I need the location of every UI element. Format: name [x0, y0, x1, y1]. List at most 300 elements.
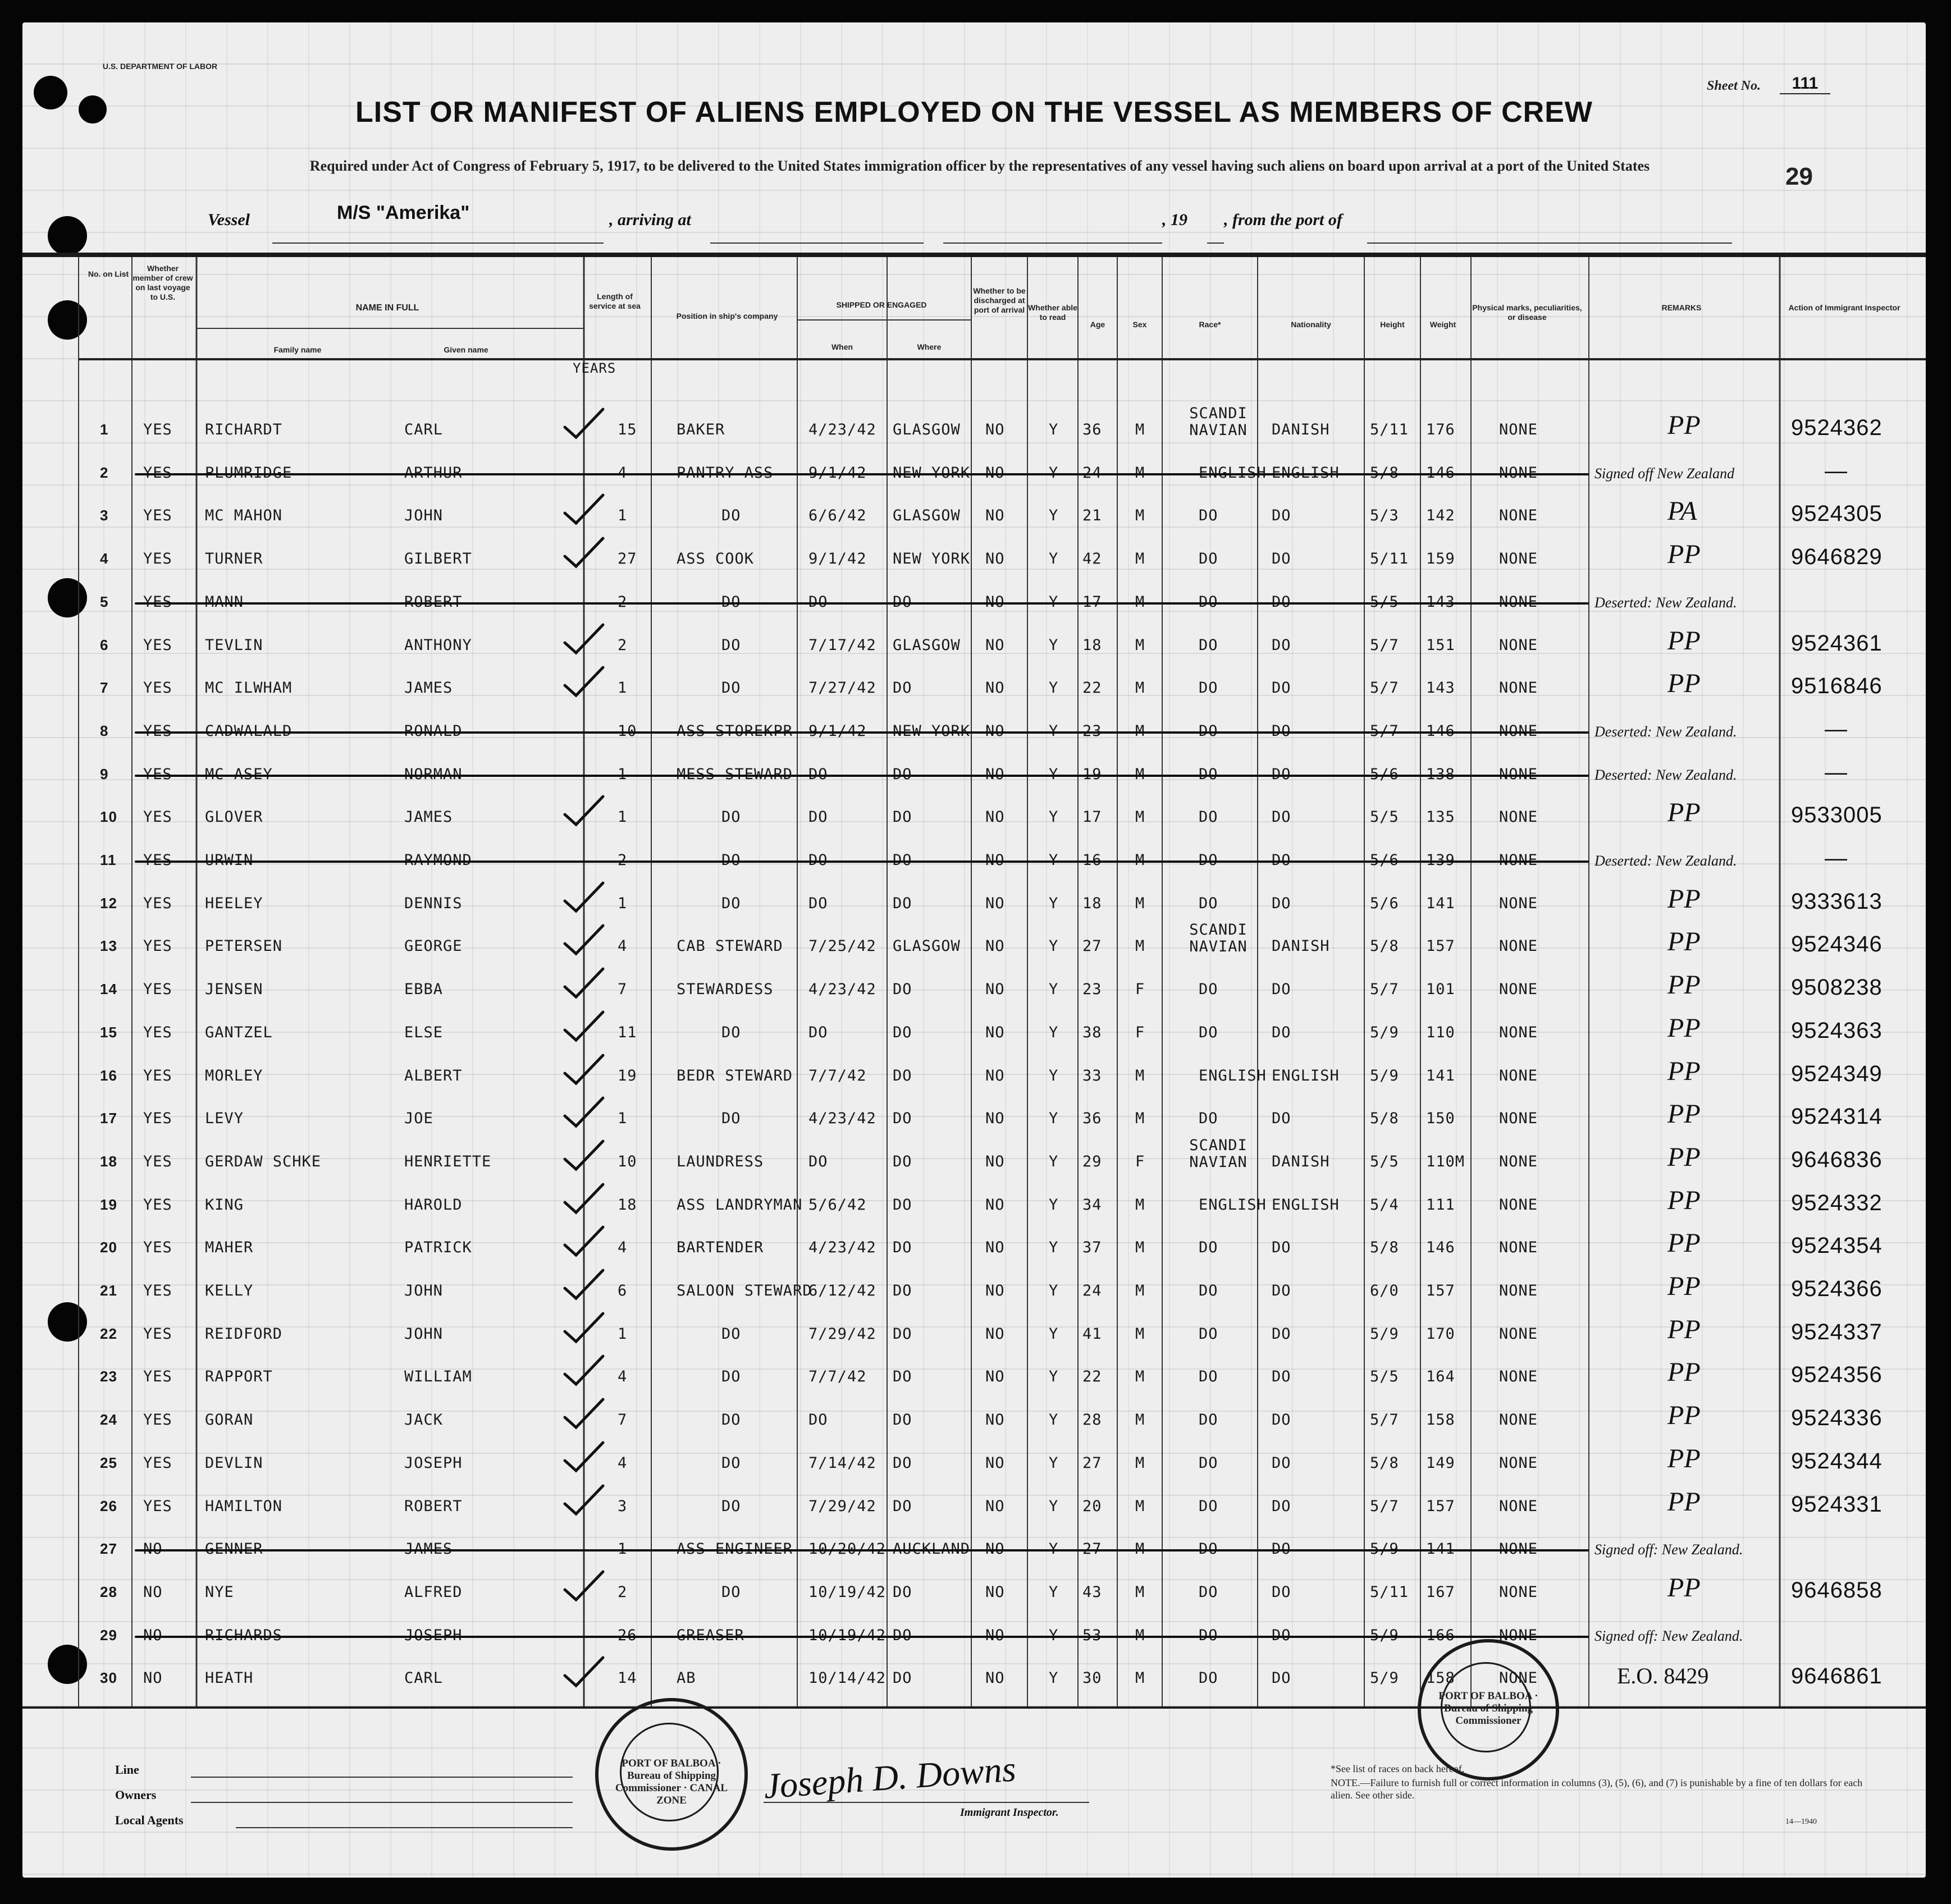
vessel-name: M/S "Amerika": [337, 202, 470, 223]
sex: M: [1135, 1368, 1145, 1386]
row-number: 9: [100, 765, 109, 782]
weight: 101: [1426, 981, 1455, 999]
given-name: ANTHONY: [404, 636, 472, 654]
nationality: DO: [1272, 1669, 1291, 1687]
stamp-left-text: PORT OF BALBOA · Bureau of Shipping Commissioner · CANAL ZONE: [615, 1757, 728, 1806]
able-to-read: Y: [1049, 937, 1059, 955]
position: STEWARDESS: [677, 981, 774, 999]
age: 36: [1082, 421, 1102, 438]
length-service: 7: [618, 1411, 628, 1429]
position: ASS LANDRYMAN: [677, 1196, 803, 1214]
sex: M: [1135, 937, 1145, 955]
checkmark-icon: [561, 1053, 606, 1087]
inspector-action: —: [1825, 846, 1848, 871]
family-name: GLOVER: [205, 808, 263, 826]
inspector-action: 9524356: [1791, 1362, 1883, 1388]
length-service: 2: [618, 636, 628, 654]
race: DO: [1199, 1325, 1218, 1343]
stamp-left: [595, 1698, 748, 1851]
checkmark-icon: [561, 407, 606, 441]
age: 34: [1082, 1196, 1102, 1214]
inspector-action: 9524362: [1791, 415, 1883, 440]
nationality: DO: [1272, 1239, 1291, 1257]
position: BARTENDER: [677, 1239, 764, 1257]
family-name: PETERSEN: [205, 937, 283, 955]
position: DO: [721, 507, 741, 525]
row-number: 1: [100, 421, 109, 438]
nationality: DO: [1272, 1368, 1291, 1386]
agents-label: Local Agents: [115, 1813, 184, 1827]
fine-note: NOTE.—Failure to furnish full or correct information in columns (3), (5), (6), and (7) is punishable by a fine of ten dollars for each alien. See other side.: [1331, 1777, 1863, 1801]
discharged: NO: [985, 1325, 1005, 1343]
race: DO: [1199, 507, 1218, 525]
remarks-entry: PP: [1667, 798, 1701, 828]
col-action: Action of Immigrant Inspector: [1788, 303, 1900, 312]
able-to-read: Y: [1049, 550, 1059, 568]
strike-line: [135, 473, 1589, 475]
height: 5/6: [1370, 894, 1399, 912]
remarks-entry: PP: [1667, 410, 1701, 440]
shipped-where: GLASGOW: [893, 507, 961, 525]
height: 5/4: [1370, 1196, 1399, 1214]
inspector-action: 9524337: [1791, 1319, 1883, 1344]
race: ENGLISH: [1199, 1067, 1267, 1084]
member-flag: YES: [143, 808, 172, 826]
able-to-read: Y: [1049, 1110, 1059, 1128]
physical-marks: NONE: [1499, 550, 1538, 568]
checkmark-icon: [561, 1139, 606, 1173]
length-service: 11: [618, 1023, 637, 1041]
remarks-entry: PP: [1667, 539, 1701, 570]
line-label: Line: [115, 1763, 139, 1777]
corner-number: 29: [1785, 163, 1813, 190]
years-label: YEARS: [573, 360, 616, 376]
length-service: 10: [618, 1152, 637, 1170]
position: DO: [721, 894, 741, 912]
row-number: 17: [100, 1110, 117, 1127]
shipped-when: 7/17/42: [808, 636, 876, 654]
family-name: JENSEN: [205, 981, 263, 999]
checkmark-icon: [561, 1397, 606, 1431]
inspector-action: —: [1825, 716, 1848, 742]
punch-hole: [48, 578, 87, 617]
given-name: JACK: [404, 1411, 444, 1429]
weight: 111: [1426, 1196, 1455, 1214]
discharged: NO: [985, 1239, 1005, 1257]
shipped-when: 6/6/42: [808, 507, 867, 525]
position: DO: [721, 1454, 741, 1472]
shipped-where: DO: [893, 1282, 912, 1299]
shipped-where: DO: [893, 1067, 912, 1084]
shipped-when: 10/14/42: [808, 1669, 887, 1687]
able-to-read: Y: [1049, 421, 1059, 438]
weight: 164: [1426, 1368, 1455, 1386]
member-flag: YES: [143, 981, 172, 999]
inspector-action: 9524305: [1791, 501, 1883, 527]
nationality: DO: [1272, 1454, 1291, 1472]
sex: M: [1135, 1454, 1145, 1472]
discharged: NO: [985, 1411, 1005, 1429]
shipped-when: 6/12/42: [808, 1282, 876, 1299]
remarks-entry: PP: [1667, 625, 1701, 656]
shipped-when: 5/6/42: [808, 1196, 867, 1214]
member-flag: NO: [143, 1583, 163, 1601]
physical-marks: NONE: [1499, 1196, 1538, 1214]
length-service: 19: [618, 1067, 637, 1084]
family-name: HAMILTON: [205, 1497, 283, 1515]
row-number: 18: [100, 1152, 117, 1170]
shipped-when: 7/29/42: [808, 1497, 876, 1515]
height: 5/11: [1370, 421, 1409, 438]
sex: F: [1135, 1023, 1145, 1041]
given-name: HENRIETTE: [404, 1152, 492, 1170]
age: 21: [1082, 507, 1102, 525]
inspector-label: Immigrant Inspector.: [960, 1806, 1059, 1819]
row-number: 8: [100, 722, 109, 739]
checkmark-icon: [561, 1268, 606, 1302]
shipped-when: 7/25/42: [808, 937, 876, 955]
sex: M: [1135, 1282, 1145, 1299]
remarks-entry: E.O. 8429: [1617, 1663, 1709, 1689]
row-number: 13: [100, 937, 117, 955]
sex: M: [1135, 894, 1145, 912]
inspector-action: 9524366: [1791, 1276, 1883, 1301]
race: DO: [1199, 1023, 1218, 1041]
weight: 157: [1426, 1282, 1455, 1299]
nationality: DO: [1272, 550, 1291, 568]
inspector-action: 9524354: [1791, 1233, 1883, 1258]
remarks-entry: PP: [1667, 1228, 1701, 1258]
shipped-where: NEW YORK: [893, 550, 971, 568]
able-to-read: Y: [1049, 1411, 1059, 1429]
length-service: 18: [618, 1196, 637, 1214]
given-name: JAMES: [404, 679, 453, 697]
remarks-entry: Signed off: New Zealand.: [1594, 1541, 1743, 1558]
sex: M: [1135, 1583, 1145, 1601]
sheet-number: 111: [1780, 74, 1830, 94]
given-name: HAROLD: [404, 1196, 463, 1214]
stamp-right-text: PORT OF BALBOA · Bureau of Shipping Commissioner: [1438, 1690, 1538, 1727]
shipped-where: DO: [893, 1196, 912, 1214]
checkmark-icon: [561, 665, 606, 699]
checkmark-icon: [561, 794, 606, 828]
checkmark-icon: [561, 536, 606, 570]
shipped-where: DO: [893, 894, 912, 912]
member-flag: YES: [143, 894, 172, 912]
discharged: NO: [985, 1282, 1005, 1299]
shipped-where: DO: [893, 1023, 912, 1041]
inspector-action: 9524344: [1791, 1448, 1883, 1473]
col-nationality: Nationality: [1291, 320, 1331, 329]
col-family: Family name: [273, 345, 322, 354]
family-name: TEVLIN: [205, 636, 263, 654]
able-to-read: Y: [1049, 894, 1059, 912]
row-number: 12: [100, 894, 117, 912]
col-age: Age: [1090, 320, 1105, 329]
shipped-when: DO: [808, 1411, 828, 1429]
weight: 170: [1426, 1325, 1455, 1343]
strike-line: [135, 602, 1589, 605]
row-number: 28: [100, 1583, 117, 1600]
physical-marks: NONE: [1499, 1497, 1538, 1515]
shipped-where: DO: [893, 1325, 912, 1343]
punch-hole: [48, 216, 87, 255]
shipped-where: DO: [893, 1497, 912, 1515]
physical-marks: NONE: [1499, 1368, 1538, 1386]
age: 43: [1082, 1583, 1102, 1601]
race: DO: [1199, 1110, 1218, 1128]
row-number: 21: [100, 1282, 117, 1299]
member-flag: YES: [143, 1239, 172, 1257]
shipped-when: DO: [808, 1023, 828, 1041]
col-race: Race*: [1199, 320, 1221, 329]
weight: 142: [1426, 507, 1455, 525]
age: 22: [1082, 1368, 1102, 1386]
able-to-read: Y: [1049, 1368, 1059, 1386]
row-number: 15: [100, 1023, 117, 1041]
race: SCANDI NAVIAN: [1189, 1136, 1248, 1171]
weight: 146: [1426, 1239, 1455, 1257]
inspector-action: 9646861: [1791, 1664, 1883, 1689]
remarks-entry: Deserted: New Zealand.: [1594, 594, 1737, 611]
remarks-entry: PP: [1667, 1142, 1701, 1172]
family-name: KING: [205, 1196, 244, 1214]
race: DO: [1199, 636, 1218, 654]
age: 20: [1082, 1497, 1102, 1515]
remarks-entry: Signed off New Zealand: [1594, 465, 1735, 482]
age: 22: [1082, 679, 1102, 697]
sex: M: [1135, 1196, 1145, 1214]
strike-line: [135, 861, 1589, 863]
department-label: U.S. DEPARTMENT OF LABOR: [102, 62, 218, 71]
able-to-read: Y: [1049, 1282, 1059, 1299]
physical-marks: NONE: [1499, 1282, 1538, 1299]
row-number: 29: [100, 1626, 117, 1644]
col-sex: Sex: [1132, 320, 1147, 329]
able-to-read: Y: [1049, 1067, 1059, 1084]
checkmark-icon: [561, 1311, 606, 1345]
row-number: 19: [100, 1196, 117, 1213]
physical-marks: NONE: [1499, 421, 1538, 438]
able-to-read: Y: [1049, 1239, 1059, 1257]
col-discharged: Whether to be discharged at port of arrival: [973, 286, 1026, 314]
given-name: JOHN: [404, 507, 444, 525]
remarks-entry: PP: [1667, 884, 1701, 914]
weight: 167: [1426, 1583, 1455, 1601]
position: DO: [721, 1110, 741, 1128]
shipped-when: 4/23/42: [808, 981, 876, 999]
age: 23: [1082, 981, 1102, 999]
discharged: NO: [985, 421, 1005, 438]
position: DO: [721, 1583, 741, 1601]
shipped-when: 4/23/42: [808, 421, 876, 438]
remarks-entry: PP: [1667, 1185, 1701, 1215]
manifest-sheet: [22, 22, 1926, 1878]
remarks-entry: PP: [1667, 1486, 1701, 1517]
sex: M: [1135, 1067, 1145, 1084]
inspector-action: 9524332: [1791, 1190, 1883, 1215]
discharged: NO: [985, 1067, 1005, 1084]
checkmark-icon: [561, 1182, 606, 1216]
race-note: *See list of races on back hereof.: [1331, 1763, 1465, 1774]
able-to-read: Y: [1049, 1497, 1059, 1515]
height: 5/9: [1370, 1023, 1399, 1041]
race: DO: [1199, 1583, 1218, 1601]
given-name: ALBERT: [404, 1067, 463, 1084]
member-flag: YES: [143, 1411, 172, 1429]
shipped-where: DO: [893, 1110, 912, 1128]
shipped-where: DO: [893, 1368, 912, 1386]
remarks-entry: PP: [1667, 1314, 1701, 1344]
remarks-entry: PP: [1667, 970, 1701, 1000]
inspector-action: 9524346: [1791, 932, 1883, 957]
able-to-read: Y: [1049, 1669, 1059, 1687]
remarks-entry: PP: [1667, 1056, 1701, 1086]
inspector-action: 9524363: [1791, 1018, 1883, 1043]
col-length: Length of service at sea: [589, 292, 641, 310]
position: BAKER: [677, 421, 725, 438]
physical-marks: NONE: [1499, 937, 1538, 955]
row-number: 6: [100, 636, 109, 653]
physical-marks: NONE: [1499, 636, 1538, 654]
shipped-when: 4/23/42: [808, 1110, 876, 1128]
family-name: TURNER: [205, 550, 263, 568]
remarks-entry: Deserted: New Zealand.: [1594, 853, 1737, 869]
discharged: NO: [985, 1583, 1005, 1601]
row-number: 30: [100, 1669, 117, 1687]
member-flag: YES: [143, 1497, 172, 1515]
sex: M: [1135, 679, 1145, 697]
row-number: 4: [100, 550, 109, 567]
race: DO: [1199, 894, 1218, 912]
race: DO: [1199, 1368, 1218, 1386]
weight: 143: [1426, 679, 1455, 697]
inspector-signature: Joseph D. Downs: [762, 1749, 1017, 1806]
shipped-when: DO: [808, 1152, 828, 1170]
length-service: 1: [618, 808, 628, 826]
remarks-entry: PP: [1667, 1572, 1701, 1603]
checkmark-icon: [561, 1096, 606, 1129]
family-name: GERDAW SCHKE: [205, 1152, 322, 1170]
weight: 176: [1426, 421, 1455, 438]
given-name: PATRICK: [404, 1239, 472, 1257]
inspector-action: 9524336: [1791, 1406, 1883, 1431]
checkmark-icon: [561, 1010, 606, 1043]
remarks-entry: Deserted: New Zealand.: [1594, 723, 1737, 740]
inspector-action: 9524349: [1791, 1061, 1883, 1086]
able-to-read: Y: [1049, 1454, 1059, 1472]
nationality: DO: [1272, 894, 1291, 912]
given-name: JOHN: [404, 1282, 444, 1299]
member-flag: YES: [143, 937, 172, 955]
discharged: NO: [985, 1454, 1005, 1472]
physical-marks: NONE: [1499, 679, 1538, 697]
nationality: DANISH: [1272, 937, 1330, 955]
shipped-where: GLASGOW: [893, 636, 961, 654]
length-service: 4: [618, 1454, 628, 1472]
height: 5/8: [1370, 1110, 1399, 1128]
discharged: NO: [985, 981, 1005, 999]
weight: 149: [1426, 1454, 1455, 1472]
given-name: JOE: [404, 1110, 433, 1128]
height: 5/9: [1370, 1067, 1399, 1084]
row-number: 16: [100, 1067, 117, 1084]
member-flag: YES: [143, 1368, 172, 1386]
inspector-action: 9333613: [1791, 889, 1883, 914]
weight: 158: [1426, 1411, 1455, 1429]
physical-marks: NONE: [1499, 1669, 1538, 1687]
remarks-entry: PP: [1667, 1400, 1701, 1431]
weight: 151: [1426, 636, 1455, 654]
col-height: Height: [1380, 320, 1405, 329]
given-name: EBBA: [404, 981, 444, 999]
nationality: DO: [1272, 1282, 1291, 1299]
age: 17: [1082, 808, 1102, 826]
inspector-action: 9646858: [1791, 1577, 1883, 1603]
strike-line: [135, 731, 1589, 734]
able-to-read: Y: [1049, 507, 1059, 525]
length-service: 14: [618, 1669, 637, 1687]
family-name: HEELEY: [205, 894, 263, 912]
age: 41: [1082, 1325, 1102, 1343]
shipped-when: 7/14/42: [808, 1454, 876, 1472]
length-service: 7: [618, 981, 628, 999]
member-flag: YES: [143, 1196, 172, 1214]
race: SCANDI NAVIAN: [1189, 921, 1248, 956]
given-name: JAMES: [404, 808, 453, 826]
position: CAB STEWARD: [677, 937, 783, 955]
height: 5/7: [1370, 636, 1399, 654]
row-number: 11: [100, 852, 117, 868]
member-flag: YES: [143, 507, 172, 525]
col-position: Position in ship's company: [676, 312, 778, 321]
member-flag: YES: [143, 679, 172, 697]
length-service: 1: [618, 679, 628, 697]
age: 37: [1082, 1239, 1102, 1257]
family-name: MC MAHON: [205, 507, 283, 525]
weight: 110: [1426, 1023, 1455, 1041]
member-flag: YES: [143, 1325, 172, 1343]
arriving-label: , arriving at: [609, 210, 691, 229]
checkmark-icon: [561, 493, 606, 527]
checkmark-icon: [561, 1569, 606, 1603]
position: DO: [721, 1325, 741, 1343]
shipped-where: DO: [893, 1239, 912, 1257]
race: DO: [1199, 1454, 1218, 1472]
strike-line: [135, 1549, 1589, 1551]
shipped-where: GLASGOW: [893, 937, 961, 955]
family-name: GANTZEL: [205, 1023, 273, 1041]
position: LAUNDRESS: [677, 1152, 764, 1170]
able-to-read: Y: [1049, 1196, 1059, 1214]
physical-marks: NONE: [1499, 1023, 1538, 1041]
remarks-entry: PA: [1667, 496, 1697, 527]
position: AB: [677, 1669, 696, 1687]
sex: F: [1135, 981, 1145, 999]
length-service: 4: [618, 1368, 628, 1386]
member-flag: YES: [143, 1110, 172, 1128]
height: 5/5: [1370, 1152, 1399, 1170]
age: 18: [1082, 894, 1102, 912]
shipped-when: 4/23/42: [808, 1239, 876, 1257]
discharged: NO: [985, 550, 1005, 568]
nationality: DANISH: [1272, 1152, 1330, 1170]
age: 18: [1082, 636, 1102, 654]
able-to-read: Y: [1049, 1325, 1059, 1343]
race: DO: [1199, 1669, 1218, 1687]
height: 5/7: [1370, 679, 1399, 697]
height: 5/9: [1370, 1325, 1399, 1343]
